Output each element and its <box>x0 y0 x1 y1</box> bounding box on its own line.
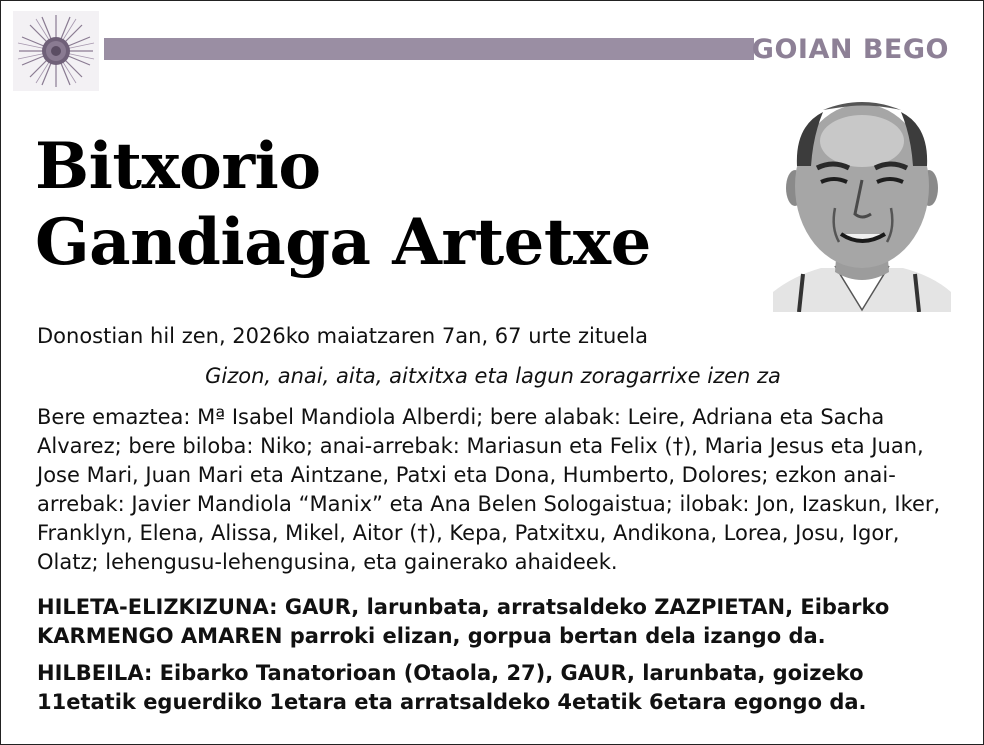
funeral-info: HILETA-ELIZKIZUNA: GAUR, larunbata, arratsaldeko ZAZPIETAN, Eibarko KARMENGO AMAREN parroki elizan, gorpua bertan dela izango da. <box>37 595 890 648</box>
wake-info: HILBEILA: Eibarko Tanatorioan (Otaola, 27), GAUR, larunbata, goizeko 11etatik eguerdiko 1etara eta arratsaldeko 4etatik 6etara egongo da. <box>37 661 867 714</box>
deceased-name <box>35 129 651 281</box>
deceased-first-name: Bitxorio <box>35 129 321 204</box>
eguzkilore-icon <box>13 11 99 91</box>
deceased-portrait <box>773 96 951 312</box>
header-accent-bar <box>104 38 754 60</box>
deceased-surnames: Gandiaga Artetxe <box>35 205 651 280</box>
epitaph: Gizon, anai, aita, aitxitxa eta lagun zoragarrixe izen za <box>205 364 781 388</box>
death-details: Donostian hil zen, 2026ko maiatzaren 7an, 67 urte zituela <box>37 324 648 348</box>
family-list: Bere emaztea: Mª Isabel Mandiola Alberdi; bere alabak: Leire, Adriana eta Sacha Alvarez; bere biloba: Niko; anai-arrebak: Mariasun eta Felix (†), Maria Jesus eta Juan, Jose Mari, Juan Mari eta Aintzane, Patxi eta Dona, Humberto, Dolores; ezkon anai-arrebak: Javier Mandiola “Manix” eta Ana Belen Sologaistua; ilobak: Jon, Izaskun, Iker, Franklyn, Elena, Alissa, Mikel, Aitor (†), Kepa, Patxitxu, Andikona, Lorea, Josu, Igor, Olatz; lehengusu-lehengusina, eta gainerako ahaideek. <box>37 405 941 574</box>
goian-bego-heading: GOIAN BEGO <box>751 34 949 65</box>
